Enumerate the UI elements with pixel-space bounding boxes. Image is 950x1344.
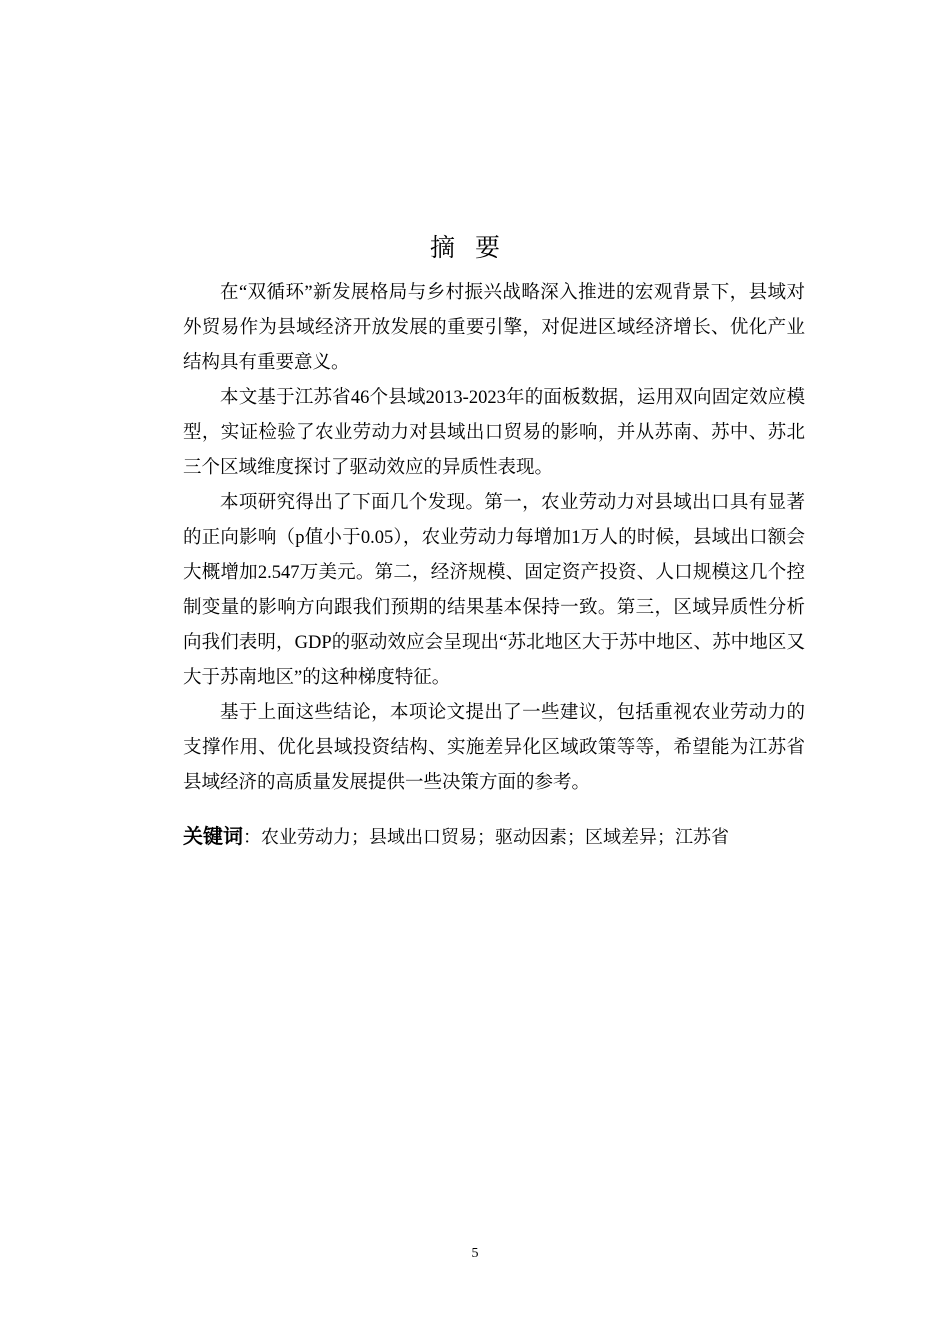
abstract-body: [183, 276, 805, 801]
abstract-paragraph-2: 本文基于江苏省46个县域2013-2023年的面板数据，运用双向固定效应模型，实证检验了农业劳动力对县域出口贸易的影响，并从苏南、苏中、苏北三个区域维度探讨了驱动效应的异质性表现。: [183, 388, 805, 478]
keywords-label: 关键词: [183, 824, 243, 848]
abstract-title: 摘要: [429, 233, 520, 262]
keywords-line: [183, 818, 823, 855]
keywords-separator: ：: [243, 827, 261, 847]
abstract-paragraph-1: 在“双循环”新发展格局与乡村振兴战略深入推进的宏观背景下，县域对外贸易作为县域经济开放发展的重要引擎，对促进区域经济增长、优化产业结构具有重要意义。: [183, 283, 805, 373]
keywords-text: 农业劳动力；县域出口贸易；驱动因素；区域差异；江苏省: [261, 827, 729, 847]
page-number: 5: [471, 1246, 479, 1261]
abstract-paragraph-3: 本项研究得出了下面几个发现。第一，农业劳动力对县域出口具有显著的正向影响（p值小于0.05），农业劳动力每增加1万人的时候，县域出口额会大概增加2.547万美元。第二，经济规模、固定资产投资、人口规模这几个控制变量的影响方向跟我们预期的结果基本保持一致。第三，区域异质性分析向我们表明，GDP的驱动效应会呈现出“苏北地区大于苏中地区、苏中地区又大于苏南地区”的这种梯度特征。: [183, 493, 805, 688]
abstract-paragraph-4: 基于上面这些结论，本项论文提出了一些建议，包括重视农业劳动力的支撑作用、优化县域投资结构、实施差异化区域政策等等，希望能为江苏省县域经济的高质量发展提供一些决策方面的参考。: [183, 703, 805, 793]
